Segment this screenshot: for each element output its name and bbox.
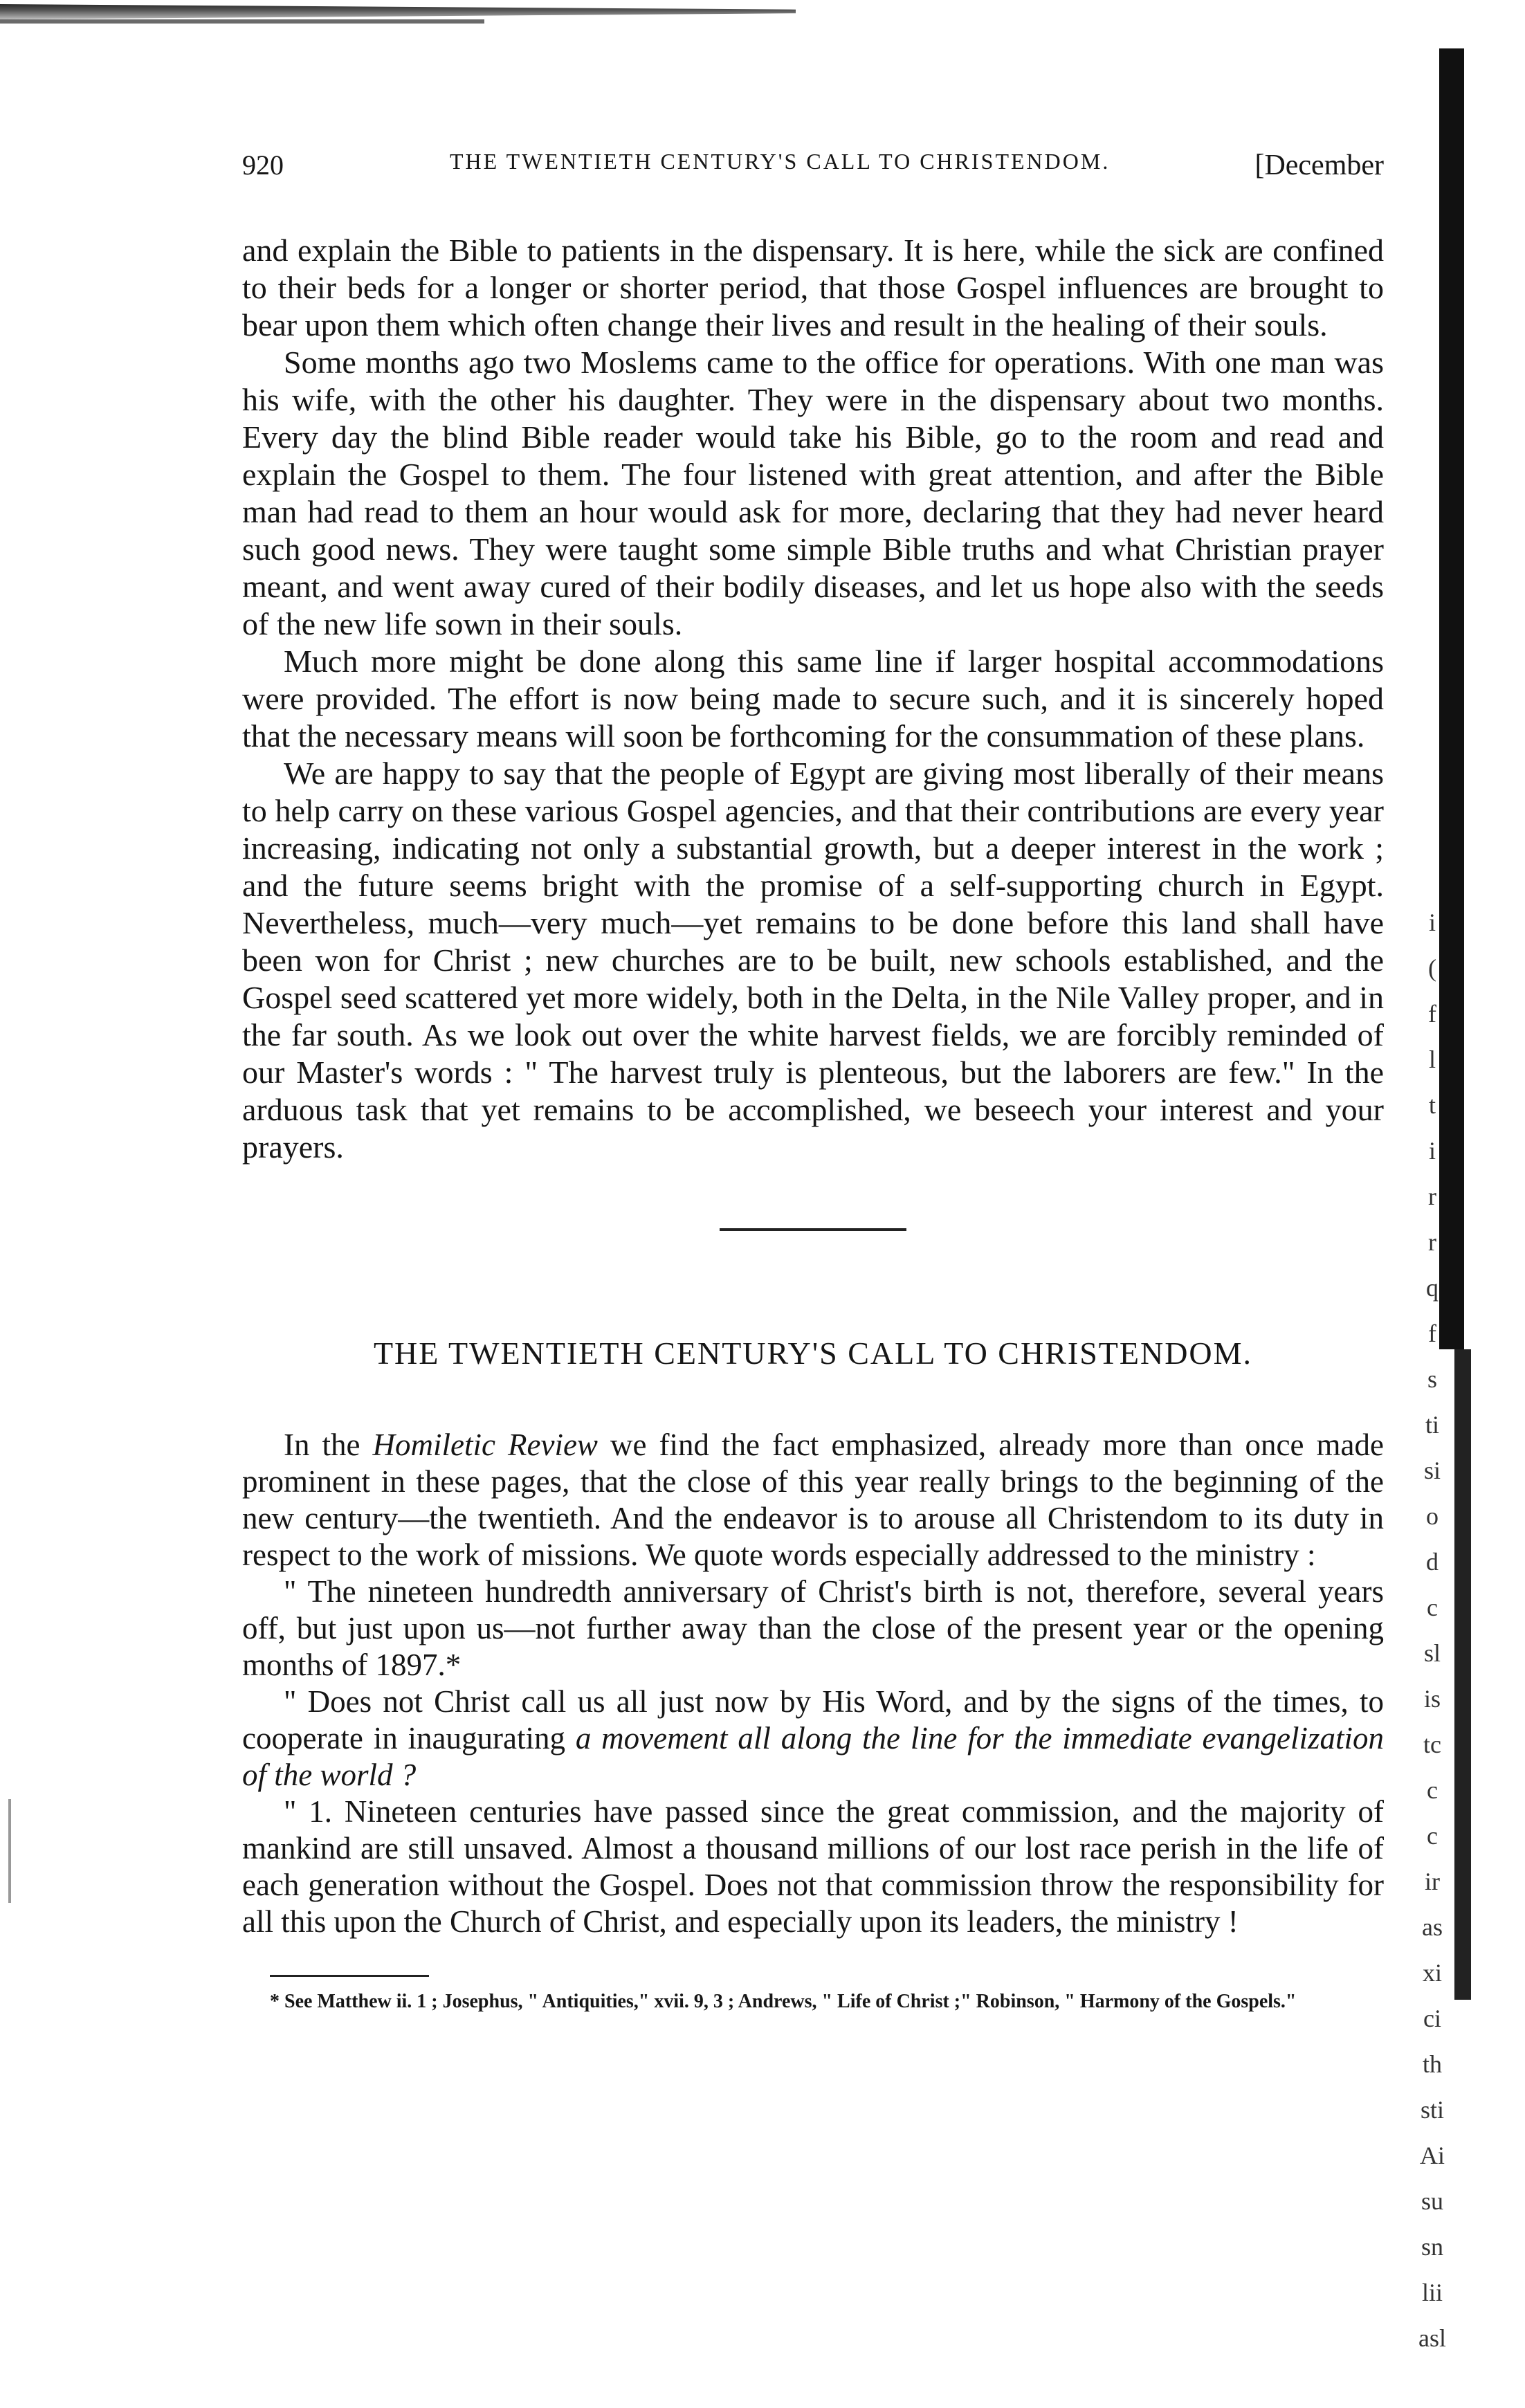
margin-fragment: ir	[1425, 1868, 1440, 1895]
paragraph: We are happy to say that the people of Egypt are giving most liberally of their means to help carry on these various Gospel agencies, and that their contributions are every year increasing, indicating not only a substantial growth, but a deeper interest in the work ; and the future seems bright with the promise of a self-supporting church in Egypt. Nevertheless, much—very much—yet remains to be done before this land shall have been won for Christ ; new churches are to be built, new schools established, and the Gospel seed scattered yet more widely, both in the Delta, in the Nile Valley proper, and in the far south. As we look out over the white harvest fields, we are forcibly reminded of our Master's words : " The harvest truly is plenteous, but the laborers are few." In the arduous task that yet remains to be accomplished, we beseech your interest and your prayers.	[242, 756, 1384, 1165]
margin-fragment: f	[1428, 1320, 1436, 1347]
scan-artifact-edge-bar-lower	[1454, 1349, 1471, 2000]
margin-fragment: th	[1422, 2050, 1442, 2078]
margin-fragment: sn	[1421, 2233, 1443, 2261]
margin-fragment: (	[1428, 954, 1436, 982]
running-month: [December	[1254, 149, 1384, 181]
margin-fragment: c	[1427, 1822, 1438, 1850]
footnote-rule	[270, 1975, 429, 1977]
margin-fragment: tc	[1423, 1731, 1441, 1758]
margin-fragment: ci	[1423, 2005, 1441, 2032]
margin-fragment: q	[1426, 1274, 1439, 1302]
margin-fragment: xi	[1422, 1959, 1442, 1987]
text-run: " Does not Christ call us all just now by His Word, and by the signs of the times, to cooperate in inaugurating	[242, 1684, 1384, 1755]
margin-fragment: r	[1428, 1183, 1436, 1210]
margin-fragment: d	[1426, 1548, 1439, 1576]
paragraph	[242, 1684, 1384, 1794]
section-body	[242, 1427, 1384, 1940]
scan-artifact-left-mark	[8, 1799, 11, 1903]
margin-fragment: si	[1423, 1457, 1441, 1484]
paragraph: Much more might be done along this same line if larger hospital accommodations were provided. The effort is now being made to secure such, and it is sincerely hoped that the necessary means will soon be forthcoming for the consummation of these plans.	[242, 644, 1384, 754]
section-divider	[720, 1228, 906, 1231]
document-page	[242, 149, 1384, 2014]
paragraph: " 1. Nineteen centuries have passed since the great commission, and the majority of mankind are still unsaved. Almost a thousand millions of our lost race perish in the life of each generation without the Gospel. Does not that commission throw the responsibility for all this upon the Church of Christ, and especially upon its leaders, the ministry !	[242, 1794, 1384, 1939]
scan-artifact-top-rule	[0, 4, 796, 19]
text-run: In the	[284, 1428, 373, 1462]
margin-fragment: ti	[1425, 1411, 1439, 1439]
margin-fragment: i	[1428, 909, 1436, 936]
paragraph	[242, 1427, 1384, 1574]
scan-artifact-top-rule-shadow	[0, 19, 484, 24]
margin-fragment: lii	[1421, 2279, 1443, 2306]
margin-fragment: c	[1427, 1594, 1438, 1621]
margin-fragment: i	[1428, 1137, 1436, 1165]
running-head	[242, 149, 1384, 190]
publication-title: Homiletic Review	[372, 1428, 598, 1462]
margin-fragment: Ai	[1420, 2142, 1445, 2169]
paragraph: and explain the Bible to patients in the dispensary. It is here, while the sick are confined to their beds for a longer or shorter period, that those Gospel influences are brought to bear upon them which often change their lives and result in the healing of their souls.	[242, 232, 1384, 343]
margin-fragment: is	[1423, 1685, 1441, 1713]
adjacent-page-fragments	[1412, 900, 1453, 2361]
margin-fragment: l	[1428, 1046, 1436, 1073]
margin-fragment: r	[1428, 1228, 1436, 1256]
margin-fragment: sl	[1423, 1639, 1441, 1667]
text-run: we find the fact emphasized, already more than once made prominent in these pages, that the close of this year really brings to the beginning of the new century—the twentieth. And the endeavor is to arouse all Christendom to its duty in respect to the work of missions. We quote words especially addressed to the ministry :	[242, 1428, 1384, 1572]
margin-fragment: t	[1428, 1091, 1436, 1119]
section-title: THE TWENTIETH CENTURY'S CALL TO CHRISTENDOM.	[373, 1335, 1253, 1371]
margin-fragment: asl	[1418, 2324, 1446, 2352]
page-number: 920	[242, 149, 284, 181]
paragraph: Some months ago two Moslems came to the office for operations. With one man was his wife, with the other his daughter. They were in the dispensary about two months. Every day the blind Bible reader would take his Bible, go to the room and read and explain the Gospel to them. The four listened with great attention, and after the Bible man had read to them an hour would ask for more, declaring that they had never heard such good news. They were taught some simple Bible truths and what Christian prayer meant, and went away cured of their bodily diseases, and let us hope also with the seeds of the new life sown in their souls.	[242, 345, 1384, 641]
margin-fragment: sti	[1420, 2096, 1444, 2124]
margin-fragment: f	[1428, 1000, 1436, 1028]
margin-fragment: o	[1426, 1502, 1439, 1530]
emphasized-text: a movement all along the line for the immediate evangelization of the world ?	[242, 1721, 1385, 1792]
running-title: THE TWENTIETH CENTURY'S CALL TO CHRISTENDOM.	[450, 149, 1111, 174]
margin-fragment: c	[1427, 1776, 1438, 1804]
paragraph: " The nineteen hundredth anniversary of Christ's birth is not, therefore, several years off, but just upon us—not further away than the close of the present year or the opening months of 1897.*	[242, 1574, 1384, 1682]
article-continuation	[242, 232, 1384, 1166]
margin-fragment: su	[1421, 2187, 1443, 2215]
margin-fragment: s	[1427, 1365, 1437, 1393]
footnote: * See Matthew ii. 1 ; Josephus, " Antiquities," xvii. 9, 3 ; Andrews, " Life of Christ ;" Robinson, " Harmony of the Gospels."	[270, 1991, 1297, 2012]
margin-fragment: as	[1422, 1913, 1443, 1941]
